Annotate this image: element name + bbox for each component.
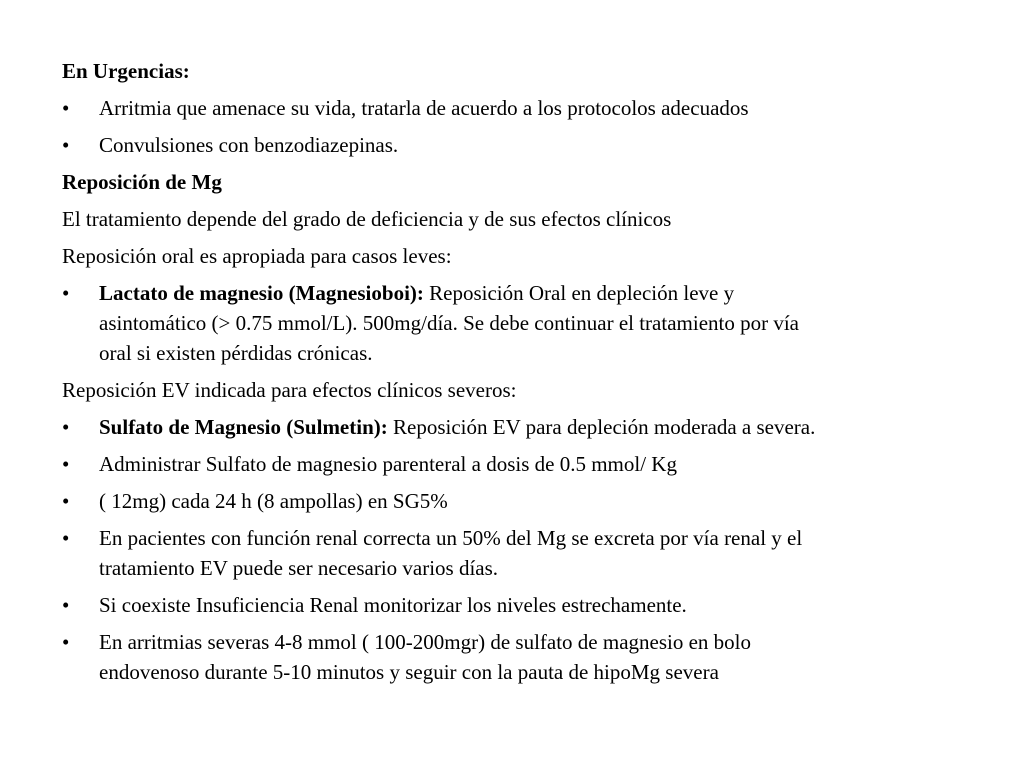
bullet-text (99, 590, 992, 620)
bullet-item (62, 93, 992, 123)
bullet-line (99, 590, 992, 620)
bullet-bold-lead: Lactato de magnesio (Magnesioboi): (99, 281, 424, 305)
bullet-line-text: Si coexiste Insuficiencia Renal monitorizar los niveles estrechamente. (99, 593, 687, 617)
bullet-text (99, 449, 992, 479)
bullet-text (99, 627, 992, 687)
bullet-line-text: oral si existen pérdidas crónicas. (99, 341, 373, 365)
bullet-text (99, 412, 992, 442)
bullet-item (62, 130, 992, 160)
bullet-line (99, 93, 992, 123)
bullet-dot-icon: • (62, 526, 70, 550)
bullet-line (99, 449, 992, 479)
bullet-line (99, 627, 992, 657)
bullet-bold-lead: Sulfato de Magnesio (Sulmetin): (99, 415, 388, 439)
bullet-line-text: Convulsiones con benzodiazepinas. (99, 133, 399, 157)
bullet-line (99, 523, 992, 553)
bullet-dot-icon: • (62, 489, 70, 513)
bullet-line (99, 412, 992, 442)
bullet-line-text: ( 12mg) cada 24 h (8 ampollas) en SG5% (99, 489, 448, 513)
bullet-item (62, 449, 992, 479)
bullet-dot-icon: • (62, 452, 70, 476)
bullet-line (99, 130, 992, 160)
paragraph: El tratamiento depende del grado de deficiencia y de sus efectos clínicos (62, 207, 672, 231)
paragraph: Reposición oral es apropiada para casos leves: (62, 244, 452, 268)
bullet-line-text: asintomático (> 0.75 mmol/L). 500mg/día. Se debe continuar el tratamiento por vía (99, 311, 800, 335)
bullet-dot-icon: • (62, 593, 70, 617)
bullet-line (99, 553, 992, 583)
bullet-line (99, 278, 992, 308)
bullet-text (99, 93, 992, 123)
bullet-line-text: tratamiento EV puede ser necesario varios días. (99, 556, 499, 580)
bullet-item (62, 278, 992, 368)
bullet-item (62, 523, 992, 583)
section-heading: En Urgencias: (62, 59, 190, 83)
bullet-item (62, 486, 992, 516)
bullet-dot-icon: • (62, 133, 70, 157)
bullet-dot-icon: • (62, 96, 70, 120)
bullet-item (62, 412, 992, 442)
bullet-line-text: En pacientes con función renal correcta un 50% del Mg se excreta por vía renal y el (99, 526, 803, 550)
bullet-item (62, 627, 992, 687)
bullet-line-text: Reposición Oral en depleción leve y (423, 281, 735, 305)
bullet-dot-icon: • (62, 630, 70, 654)
bullet-line (99, 657, 992, 687)
bullet-dot-icon: • (62, 281, 70, 305)
bullet-line-text: Arritmia que amenace su vida, tratarla de acuerdo a los protocolos adecuados (99, 96, 749, 120)
section-heading: Reposición de Mg (62, 170, 222, 194)
bullet-item (62, 590, 992, 620)
bullet-dot-icon: • (62, 415, 70, 439)
bullet-line (99, 486, 992, 516)
bullet-line-text: Reposición EV para depleción moderada a severa. (387, 415, 816, 439)
paragraph: Reposición EV indicada para efectos clínicos severos: (62, 378, 517, 402)
bullet-line-text: En arritmias severas 4-8 mmol ( 100-200mgr) de sulfato de magnesio en bolo (99, 630, 752, 654)
bullet-text (99, 486, 992, 516)
bullet-line-text: Administrar Sulfato de magnesio parenteral a dosis de 0.5 mmol/ Kg (99, 452, 677, 476)
bullet-text (99, 130, 992, 160)
slide-body (62, 56, 992, 694)
bullet-text (99, 278, 992, 368)
bullet-line-text: endovenoso durante 5-10 minutos y seguir con la pauta de hipoMg severa (99, 660, 719, 684)
bullet-text (99, 523, 992, 583)
bullet-line (99, 338, 992, 368)
bullet-line (99, 308, 992, 338)
